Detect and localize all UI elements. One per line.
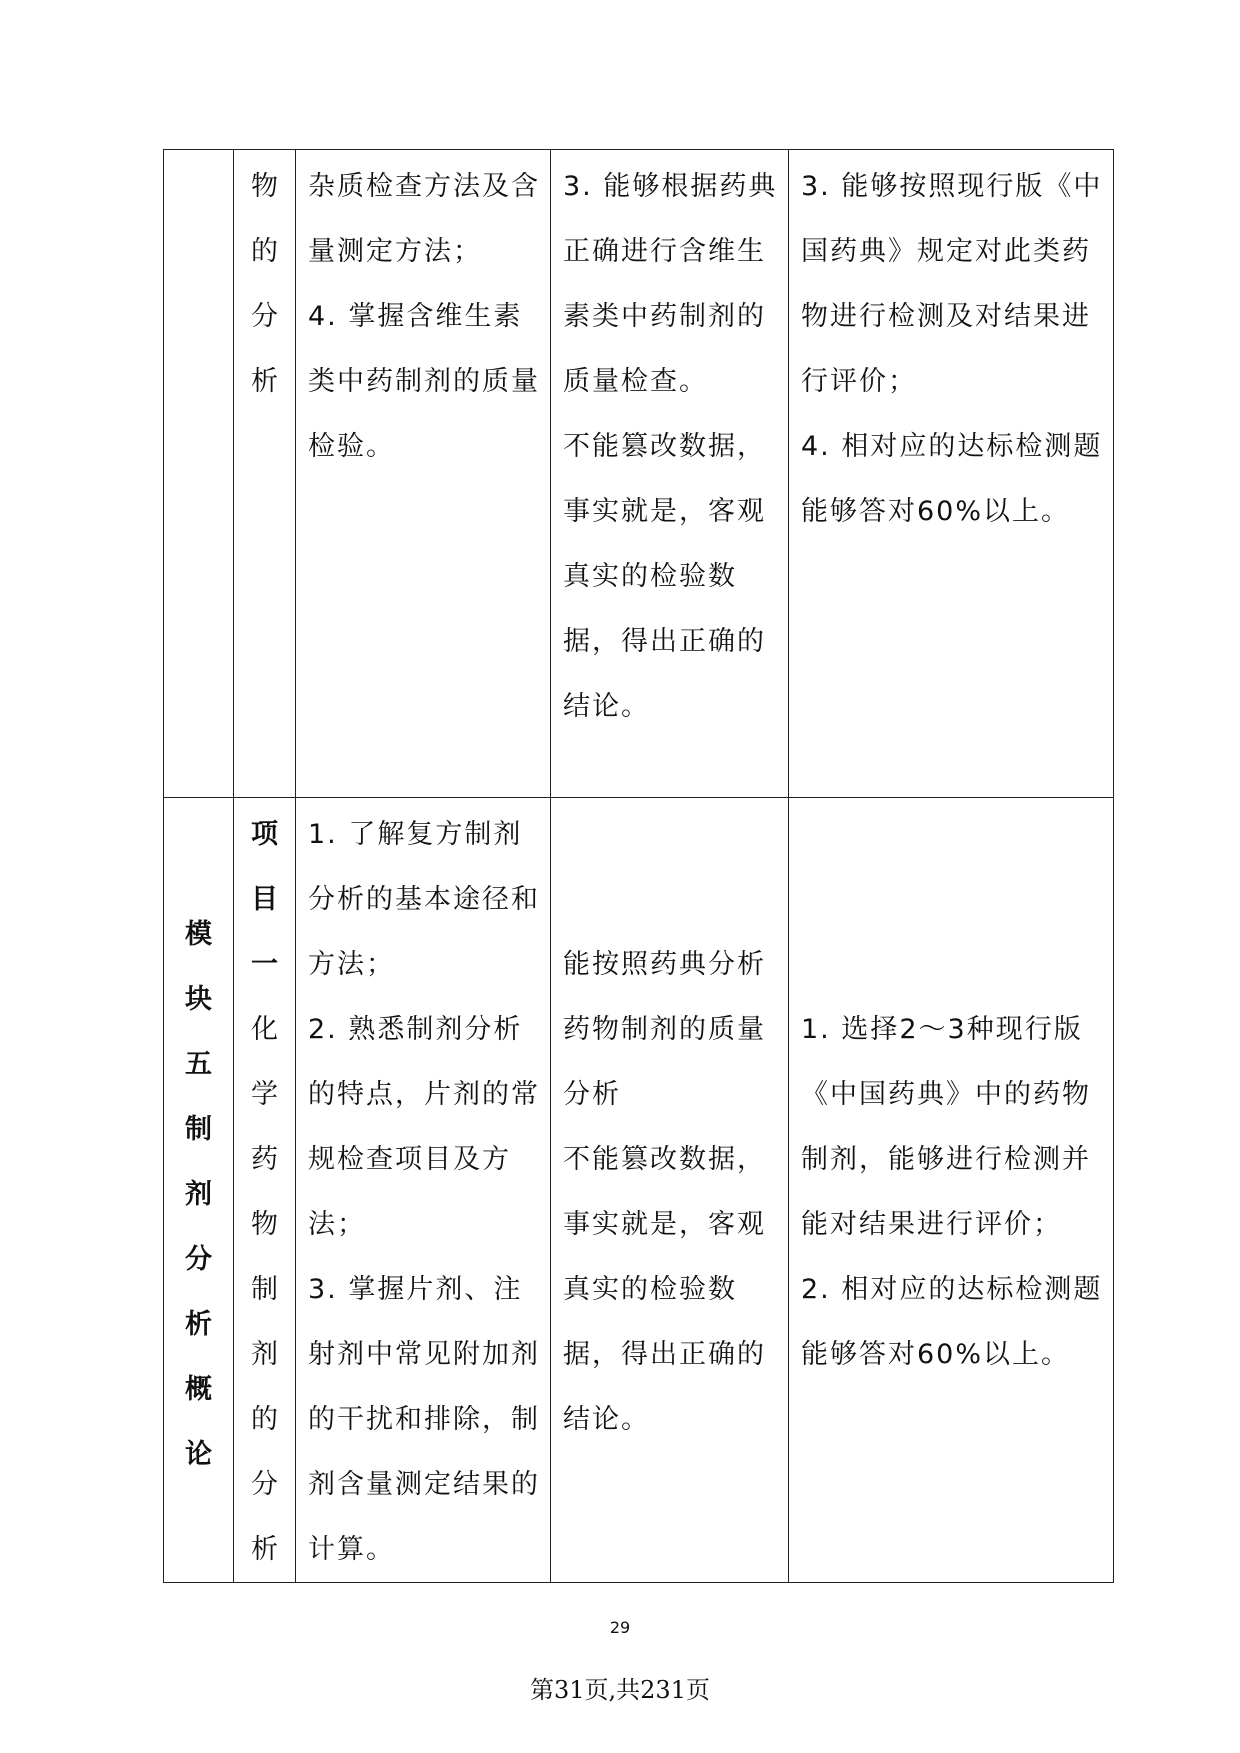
skills-item: 能按照药典分析药物制剂的质量分析 bbox=[563, 949, 766, 1110]
knowledge-item: 1. 了解复方制剂分析的基本途径和方法； bbox=[308, 819, 540, 980]
knowledge-item: 2. 熟悉制剂分析的特点，片剂的常规检查项目及方法； bbox=[308, 1014, 540, 1240]
project-cell bbox=[234, 150, 296, 798]
page-number: 29 bbox=[609, 1618, 631, 1637]
skills-item: 不能篡改数据，事实就是，客观真实的检验数据，得出正确的结论。 bbox=[563, 1144, 766, 1435]
skills-item: 3. 能够根据药典正确进行含维生素类中药制剂的质量检查。 bbox=[563, 171, 778, 397]
project-title bbox=[251, 798, 278, 1582]
project-title bbox=[251, 150, 278, 414]
cell-spacer bbox=[563, 802, 780, 932]
module-cell bbox=[164, 798, 234, 1583]
module-cell bbox=[164, 150, 234, 798]
project-title-text: 化学药物制剂的分析 bbox=[251, 1014, 278, 1565]
knowledge-cell bbox=[296, 798, 551, 1583]
assessment-item: 3. 能够按照现行版《中国药典》规定对此类药物进行检测及对结果进行评价； bbox=[801, 171, 1103, 397]
table-row bbox=[164, 150, 1114, 798]
knowledge-cell bbox=[296, 150, 551, 798]
cell-spacer bbox=[801, 802, 1105, 997]
knowledge-item: 3. 掌握片剂、注射剂中常见附加剂的干扰和排除，制剂含量测定结果的计算。 bbox=[308, 1274, 540, 1565]
skills-item: 不能篡改数据，事实就是，客观真实的检验数据，得出正确的结论。 bbox=[563, 431, 766, 722]
module-title: 模块五制剂分析概论 bbox=[185, 919, 212, 1470]
project-title-bold: 项目一 bbox=[251, 819, 278, 980]
skills-cell bbox=[551, 150, 789, 798]
assessment-cell bbox=[789, 798, 1114, 1583]
assessment-cell bbox=[789, 150, 1114, 798]
knowledge-item: 杂质检查方法及含量测定方法； bbox=[308, 171, 540, 267]
skills-cell bbox=[551, 798, 789, 1583]
knowledge-item: 4. 掌握含维生素类中药制剂的质量检验。 bbox=[308, 301, 540, 462]
table-row bbox=[164, 798, 1114, 1583]
assessment-item: 4. 相对应的达标检测题能够答对60%以上。 bbox=[801, 431, 1103, 527]
assessment-item: 2. 相对应的达标检测题能够答对60%以上。 bbox=[801, 1274, 1103, 1370]
page-counter: 第31页,共231页 bbox=[530, 1676, 710, 1704]
syllabus-table bbox=[163, 149, 1114, 1583]
project-title-text: 物的分析 bbox=[251, 171, 278, 397]
assessment-item: 1. 选择2～3种现行版《中国药典》中的药物制剂，能够进行检测并能对结果进行评价； bbox=[801, 1014, 1091, 1240]
project-cell bbox=[234, 798, 296, 1583]
